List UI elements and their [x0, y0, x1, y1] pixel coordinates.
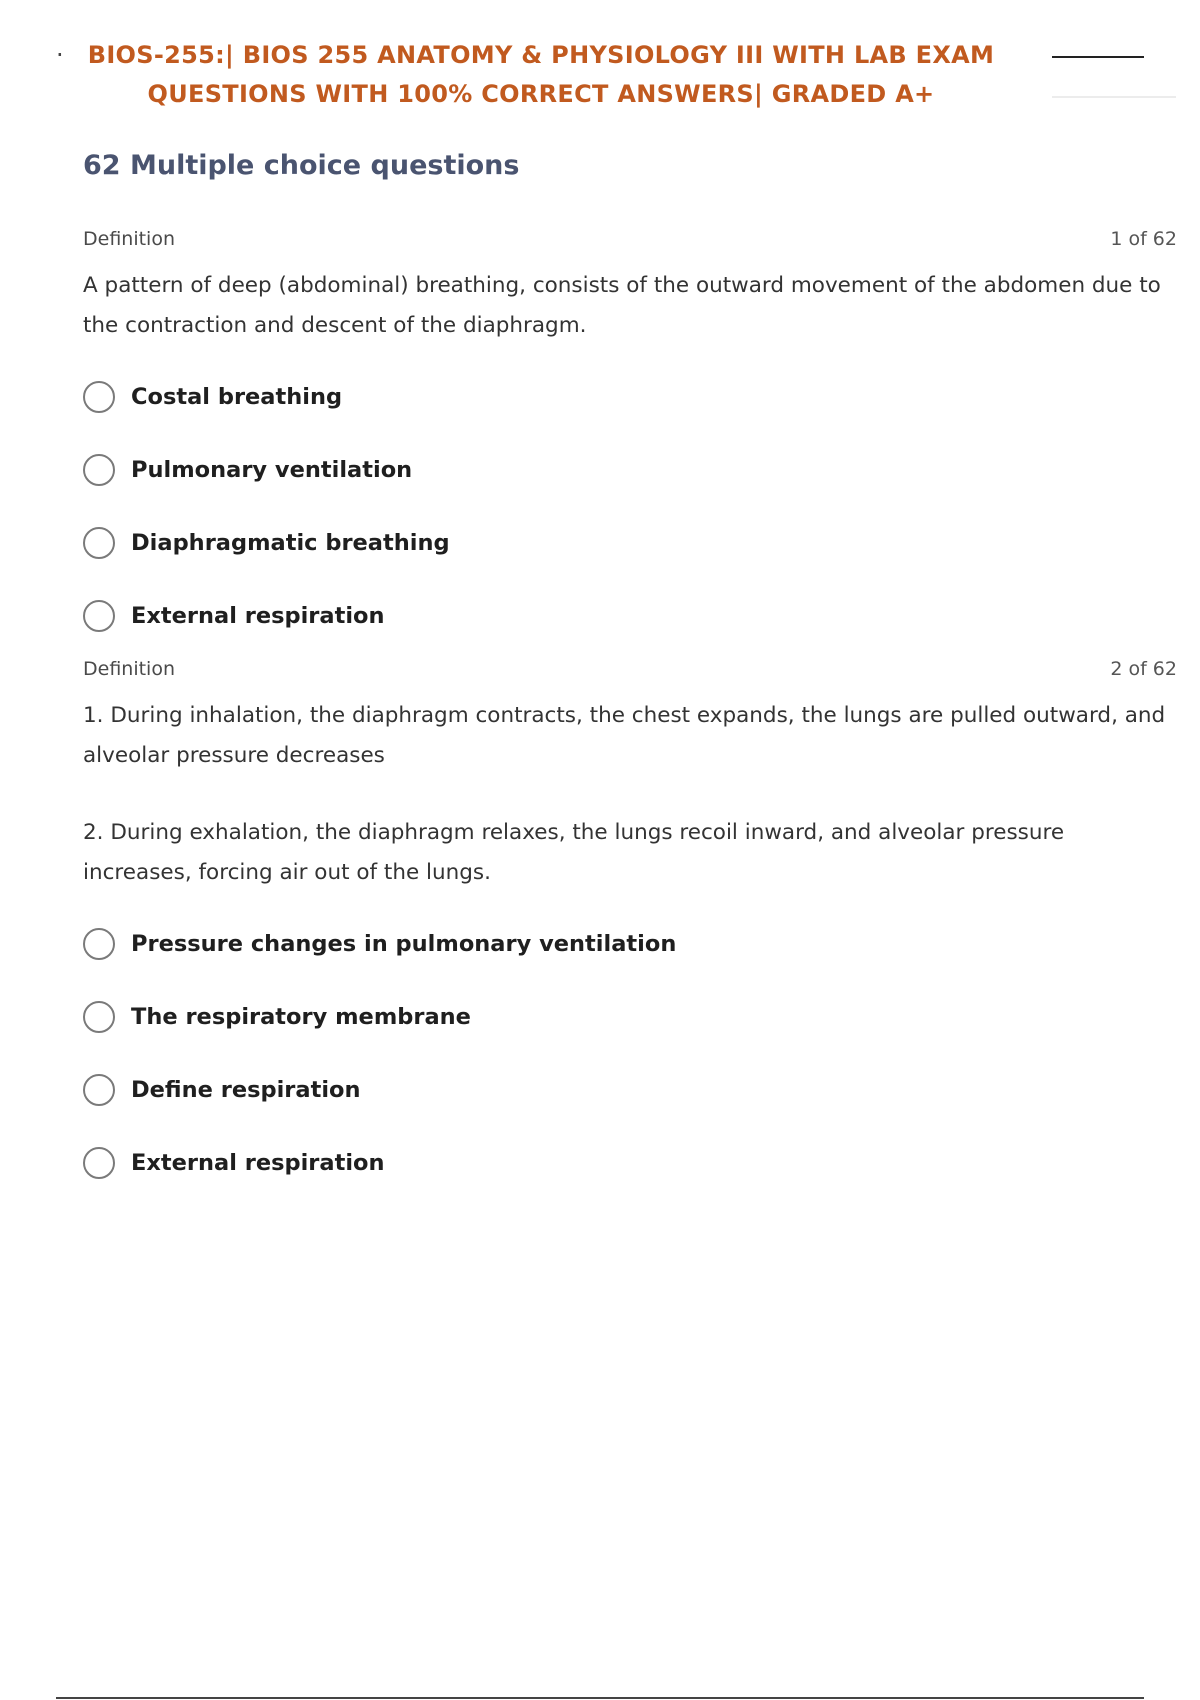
answer-option[interactable] — [83, 980, 1177, 1053]
radio-button[interactable] — [83, 600, 115, 632]
answer-option[interactable] — [83, 1053, 1177, 1126]
answer-option-label: The respiratory membrane — [131, 1003, 471, 1030]
radio-button[interactable] — [83, 454, 115, 486]
radio-button[interactable] — [83, 1147, 115, 1179]
radio-button[interactable] — [83, 928, 115, 960]
question-prompt — [83, 696, 1177, 893]
answer-option[interactable] — [83, 360, 1177, 433]
answer-option-label: External respiration — [131, 602, 385, 629]
answer-option-label: Pulmonary ventilation — [131, 456, 413, 483]
question-type-label: Definition — [83, 228, 176, 250]
question-header — [83, 658, 1177, 682]
question-prompt — [83, 266, 1177, 346]
radio-button[interactable] — [83, 381, 115, 413]
answer-option-label: Pressure changes in pulmonary ventilation — [131, 930, 677, 957]
prompt-paragraph: A pattern of deep (abdominal) breathing, consists of the outward movement of the abdomen due to the contraction and descent of the diaphragm. — [83, 273, 1161, 338]
radio-button[interactable] — [83, 1074, 115, 1106]
prompt-paragraph: 1. During inhalation, the diaphragm contracts, the chest expands, the lungs are pulled outward, and alveolar pressure decreases — [83, 703, 1166, 768]
answer-options — [83, 360, 1177, 652]
prompt-paragraph: 2. During exhalation, the diaphragm relaxes, the lungs recoil inward, and alveolar pressure increases, forcing air out of the lungs. — [83, 820, 1065, 885]
answer-option[interactable] — [83, 506, 1177, 579]
document-title — [56, 36, 1026, 114]
answer-option[interactable] — [83, 433, 1177, 506]
question-header — [83, 228, 1177, 252]
question-card — [83, 658, 1177, 1199]
answer-options — [83, 907, 1177, 1199]
answer-option[interactable] — [83, 907, 1177, 980]
document-title-line-1: BIOS-255:| BIOS 255 ANATOMY & PHYSIOLOGY III WITH LAB EXAM — [87, 41, 995, 69]
document-title-line-2: QUESTIONS WITH 100% CORRECT ANSWERS| GRADED A+ — [147, 80, 935, 108]
radio-button[interactable] — [83, 527, 115, 559]
question-card — [83, 228, 1177, 652]
section-title: 62 Multiple choice questions — [83, 150, 520, 181]
answer-option-label: Define respiration — [131, 1076, 361, 1103]
question-counter: 1 of 62 — [1110, 228, 1177, 250]
question-counter: 2 of 62 — [1110, 658, 1177, 680]
header-divider — [1052, 56, 1144, 58]
radio-button[interactable] — [83, 1001, 115, 1033]
header-divider-faint — [1052, 96, 1176, 98]
answer-option-label: Costal breathing — [131, 383, 343, 410]
answer-option[interactable] — [83, 1126, 1177, 1199]
question-type-label: Definition — [83, 658, 176, 680]
answer-option[interactable] — [83, 579, 1177, 652]
answer-option-label: External respiration — [131, 1149, 385, 1176]
title-bullet: · — [56, 41, 64, 69]
answer-option-label: Diaphragmatic breathing — [131, 529, 450, 556]
footer-divider — [56, 1697, 1144, 1699]
